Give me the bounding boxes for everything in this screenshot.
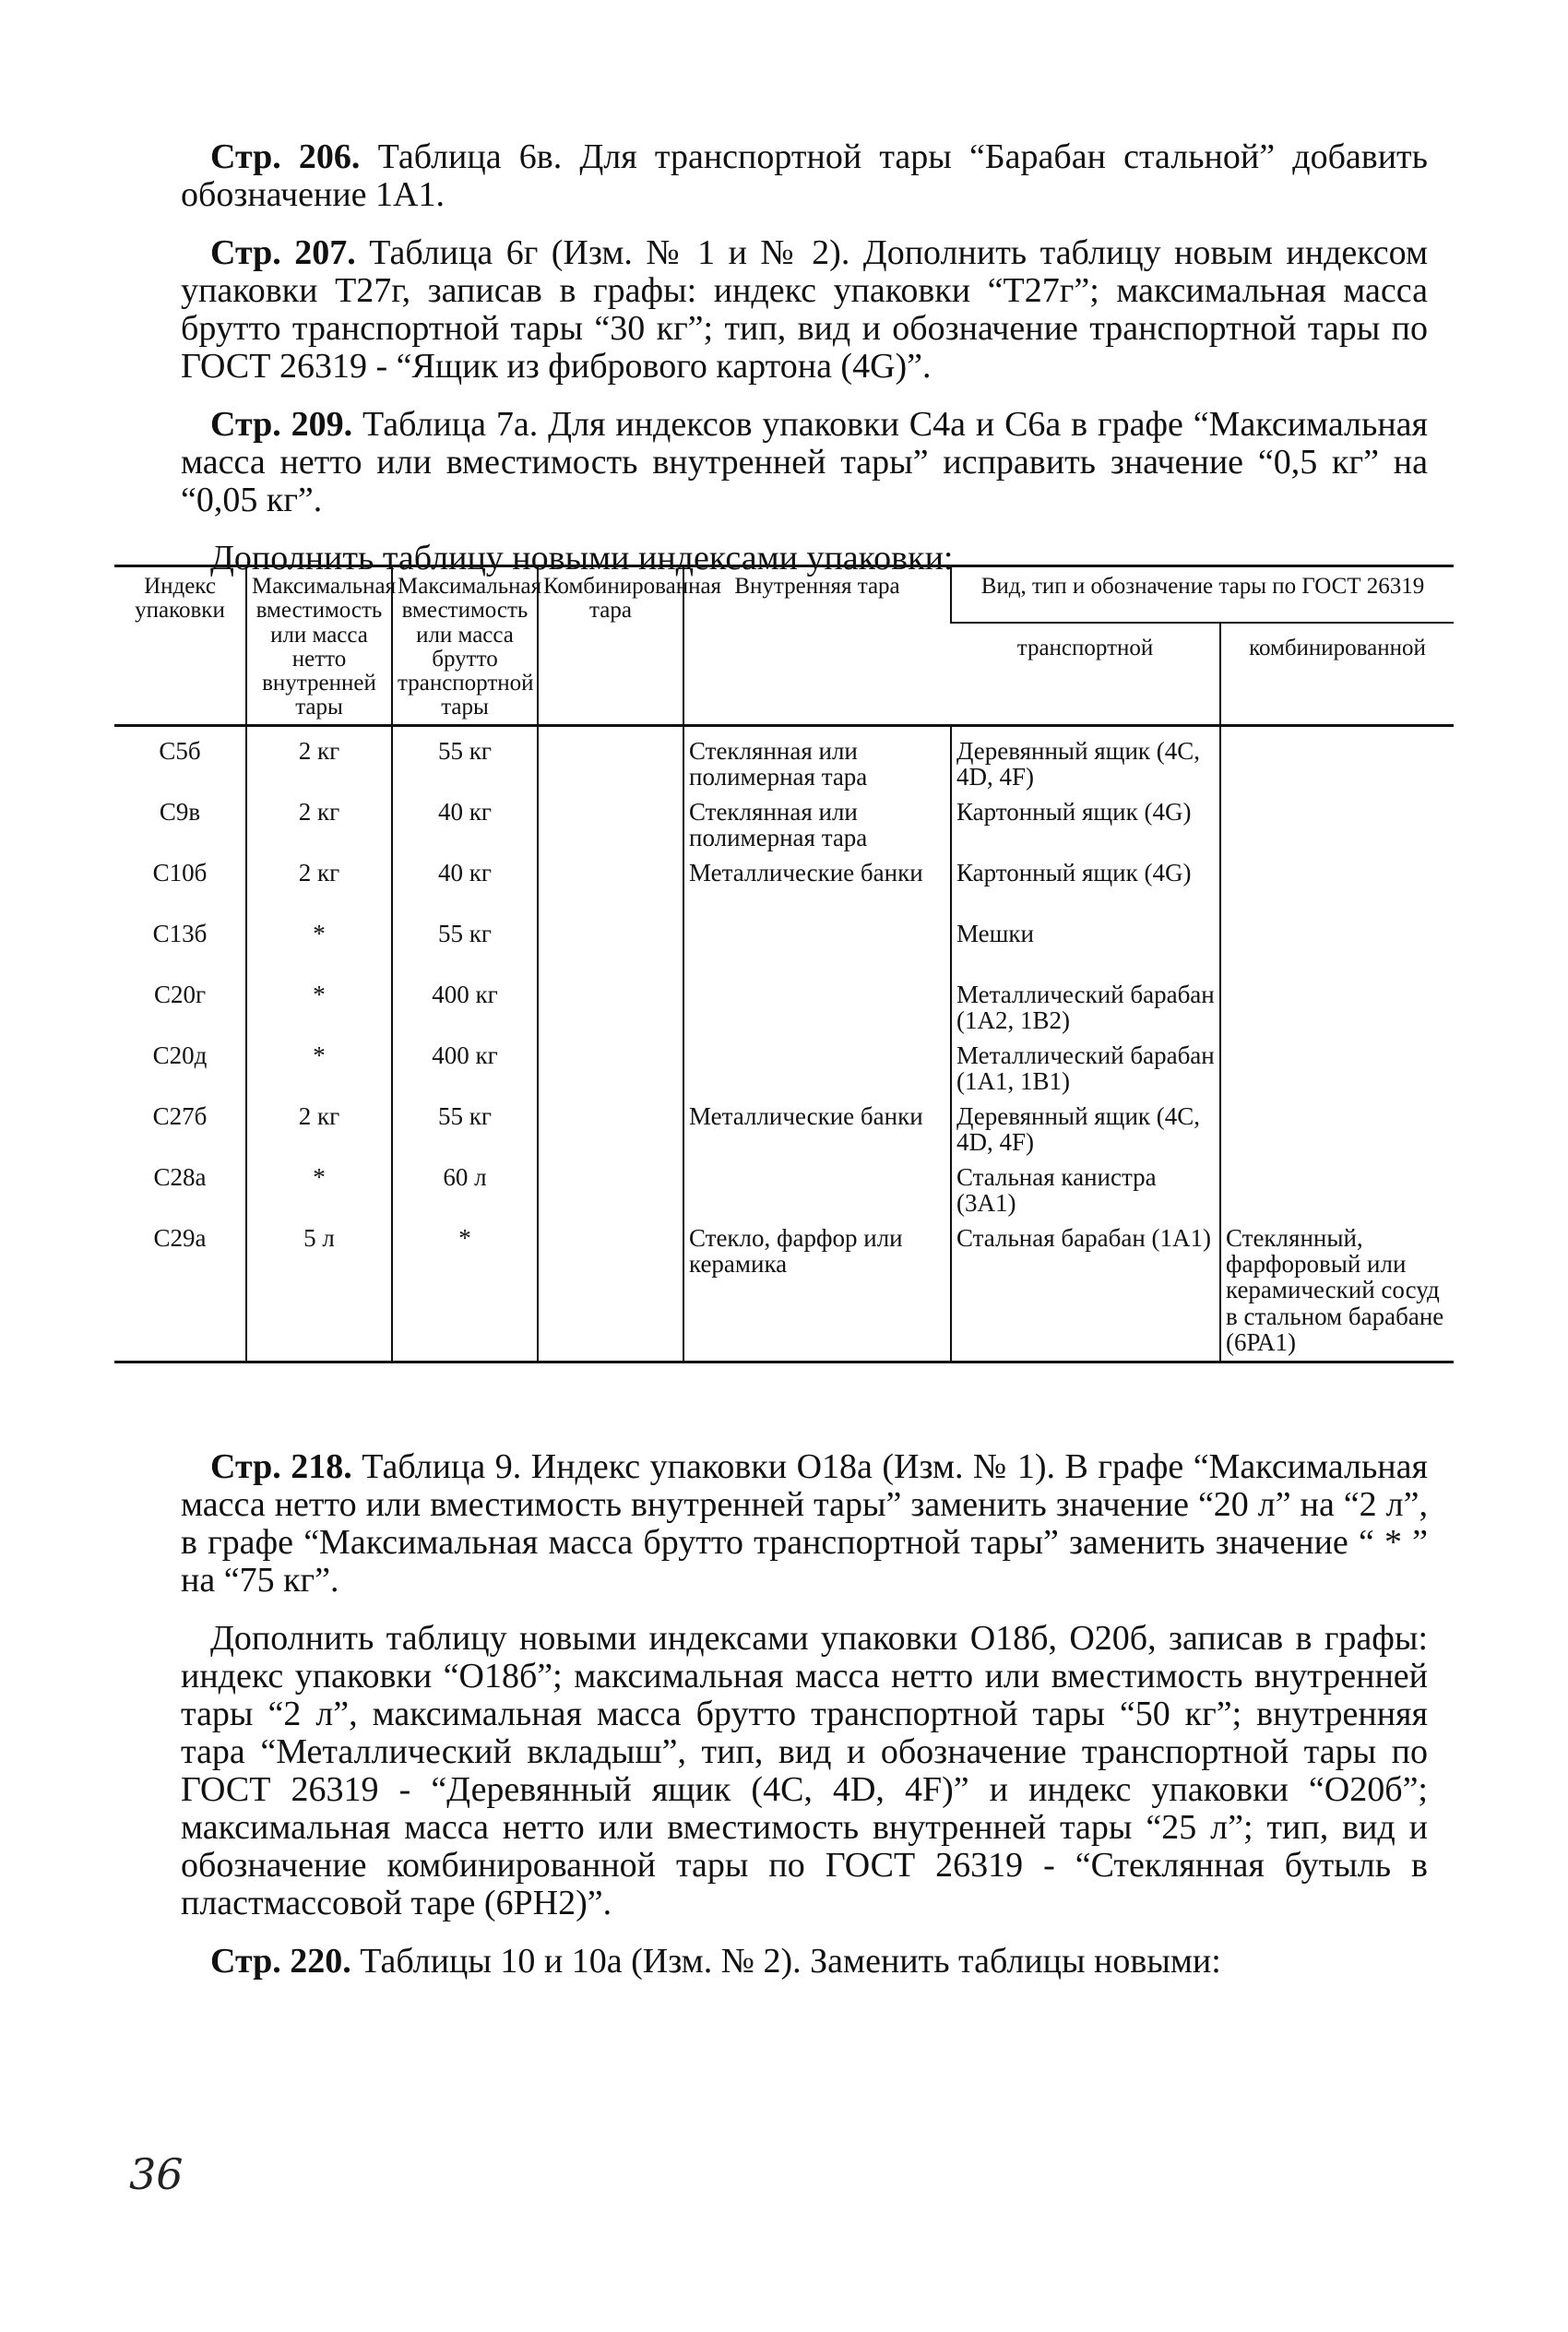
paragraph-p218-addition [181,1620,1428,1922]
header-combined-type: комбинированной [1220,623,1454,725]
cell-max-gross: 60 л [392,1160,538,1221]
cell-index: С10б [152,858,208,886]
paragraph-text: Дополнить таблицу новыми индексами упаковки: [210,539,954,578]
paragraph-text: Таблица 6в. Для транспортной тары “Барабан стальной” добавить обозначение 1А1. [181,137,1428,215]
cell-combined-type [1220,795,1454,856]
header-max-inner: Максимальная вместимость или масса нетто внутренней тары [246,566,392,726]
cell-transport: Деревянный ящик (4С, 4D, 4F) [951,725,1220,795]
cell-index: С20г [153,980,207,1008]
cell-max-gross: 40 кг [392,856,538,917]
cell-combined-type [1220,917,1454,978]
cell-inner: Металлические банки [683,1100,951,1160]
cell-combined [538,725,683,795]
header-group: Вид, тип и обозначение тары по ГОСТ 26319 [951,566,1454,624]
cell-combined-type [1220,978,1454,1039]
header-max-gross: Максимальная вместимость или масса брутто транспортной тары [392,566,538,726]
bottom-paragraphs [181,1448,1428,2001]
cell-max-gross: 55 кг [392,725,538,795]
cell-max-gross: 400 кг [392,978,538,1039]
cell-combined [538,856,683,917]
cell-inner: Стеклянная или полимерная тара [683,725,951,795]
paragraph-text: Дополнить таблицу новыми индексами упаковки О18б, О20б, записав в графы: индекс упаковки “О18б”; максимальная масса нетто или вместимость внутренней тары “2 л”, максимальная масса брутто транспортной тары “50 кг”; внутренняя тара “Металлический вкладыш”, тип, вид и обозначение транспортной тары по ГОСТ 26319 - “Деревянный ящик (4С, 4D, 4F)” и индекс упаковки “О20б”; максимальная масса нетто или вместимость внутренней тары “25 л”; тип, вид и обозначение комбинированной тары по ГОСТ 26319 - “Стеклянная бутыль в пластмассовой таре (6РН2)”. [181,1619,1428,1923]
paragraph-text: Таблицы 10 и 10а (Изм. № 2). Заменить таблицы новыми: [350,1942,1221,1981]
cell-combined-type: Стеклянный, фарфоровый или керамический сосуд в стальном барабане (6РА1) [1220,1221,1454,1362]
packaging-table [114,565,1454,1363]
cell-combined [538,1039,683,1100]
cell-combined-type [1220,1160,1454,1221]
header-inner: Внутренняя тара [683,566,951,726]
cell-combined [538,795,683,856]
table-row [114,856,1454,917]
cell-inner [683,917,951,978]
page-number: 36 [129,2149,184,2199]
cell-max-inner: * [246,1039,392,1100]
cell-transport: Мешки [951,917,1220,978]
cell-combined [538,917,683,978]
cell-transport: Металлический барабан (1А1, 1В1) [951,1039,1220,1100]
cell-index: С20д [152,1041,208,1069]
header-transport: транспортной [951,623,1220,725]
cell-combined-type [1220,1039,1454,1100]
paragraph-lead: Стр. 209. [210,405,353,445]
cell-combined [538,1100,683,1160]
paragraph-lead: Стр. 207. [210,233,356,273]
cell-transport: Металлический барабан (1А2, 1В2) [951,978,1220,1039]
table-row [114,1160,1454,1221]
cell-inner: Стекло, фарфор или керамика [683,1221,951,1362]
cell-combined-type [1220,725,1454,795]
paragraph-text: Таблица 7а. Для индексов упаковки С4а и С6а в графе “Максимальная масса нетто или вместимость внутренней тары” исправить значение “0,5 кг” на “0,05 кг”. [181,405,1428,520]
table-row [114,795,1454,856]
cell-max-gross: 55 кг [392,917,538,978]
cell-combined [538,1221,683,1362]
cell-index: С5б [159,736,201,765]
paragraph-p207 [181,234,1428,386]
table-row [114,978,1454,1039]
cell-index: С28а [153,1162,207,1191]
table-row [114,1221,1454,1362]
top-paragraphs [181,138,1428,598]
cell-transport: Стальная барабан (1А1) [951,1221,1220,1362]
header-combined: Комбинированная тара [538,566,683,726]
header-index: Индекс упаковки [135,574,225,624]
cell-index: С9в [159,797,201,826]
cell-max-gross: 55 кг [392,1100,538,1160]
paragraph-p206 [181,138,1428,214]
cell-index: С29а [153,1223,207,1252]
cell-index: С13б [152,919,208,947]
paragraph-p220 [181,1943,1428,1981]
cell-max-inner: * [246,978,392,1039]
cell-inner: Стеклянная или полимерная тара [683,795,951,856]
table-row [114,1039,1454,1100]
paragraph-lead: Стр. 220. [210,1942,351,1981]
paragraph-lead: Стр. 218. [210,1447,352,1486]
paragraph-p209 [181,406,1428,519]
table-row [114,917,1454,978]
cell-max-gross: 400 кг [392,1039,538,1100]
cell-max-inner: * [246,1160,392,1221]
cell-max-inner: * [246,917,392,978]
cell-combined [538,1160,683,1221]
cell-max-inner: 2 кг [246,725,392,795]
table-row [114,1100,1454,1160]
cell-inner [683,1039,951,1100]
cell-combined-type [1220,856,1454,917]
cell-max-inner: 2 кг [246,856,392,917]
cell-inner: Металлические банки [683,856,951,917]
cell-inner [683,1160,951,1221]
cell-transport: Деревянный ящик (4С, 4D, 4F) [951,1100,1220,1160]
cell-transport: Картонный ящик (4G) [951,856,1220,917]
cell-max-inner: 2 кг [246,1100,392,1160]
cell-transport: Стальная канистра (3А1) [951,1160,1220,1221]
paragraph-text: Таблица 6г (Изм. № 1 и № 2). Дополнить таблицу новым индексом упаковки Т27г, записав в графы: индекс упаковки “Т27г”; максимальная масса брутто транспортной тары “30 кг”; тип, вид и обозначение транспортной тары по ГОСТ 26319 - “Ящик из фибрового картона (4G)”. [181,233,1428,387]
cell-combined-type [1220,1100,1454,1160]
cell-max-gross: * [392,1221,538,1362]
cell-index: С27б [152,1101,208,1130]
table-row [114,725,1454,795]
paragraph-p218 [181,1448,1428,1600]
cell-combined [538,978,683,1039]
cell-max-inner: 2 кг [246,795,392,856]
cell-max-gross: 40 кг [392,795,538,856]
cell-inner [683,978,951,1039]
paragraph-lead: Стр. 206. [210,137,361,176]
paragraph-text: Таблица 9. Индекс упаковки О18а (Изм. № 1). В графе “Максимальная масса нетто или вместимость внутренней тары” заменить значение “20 л” на “2 л”, в графе “Максимальная масса брутто транспортной тары” заменить значение “ * ” на “75 кг”. [181,1447,1428,1600]
cell-transport: Картонный ящик (4G) [951,795,1220,856]
cell-max-inner: 5 л [246,1221,392,1362]
